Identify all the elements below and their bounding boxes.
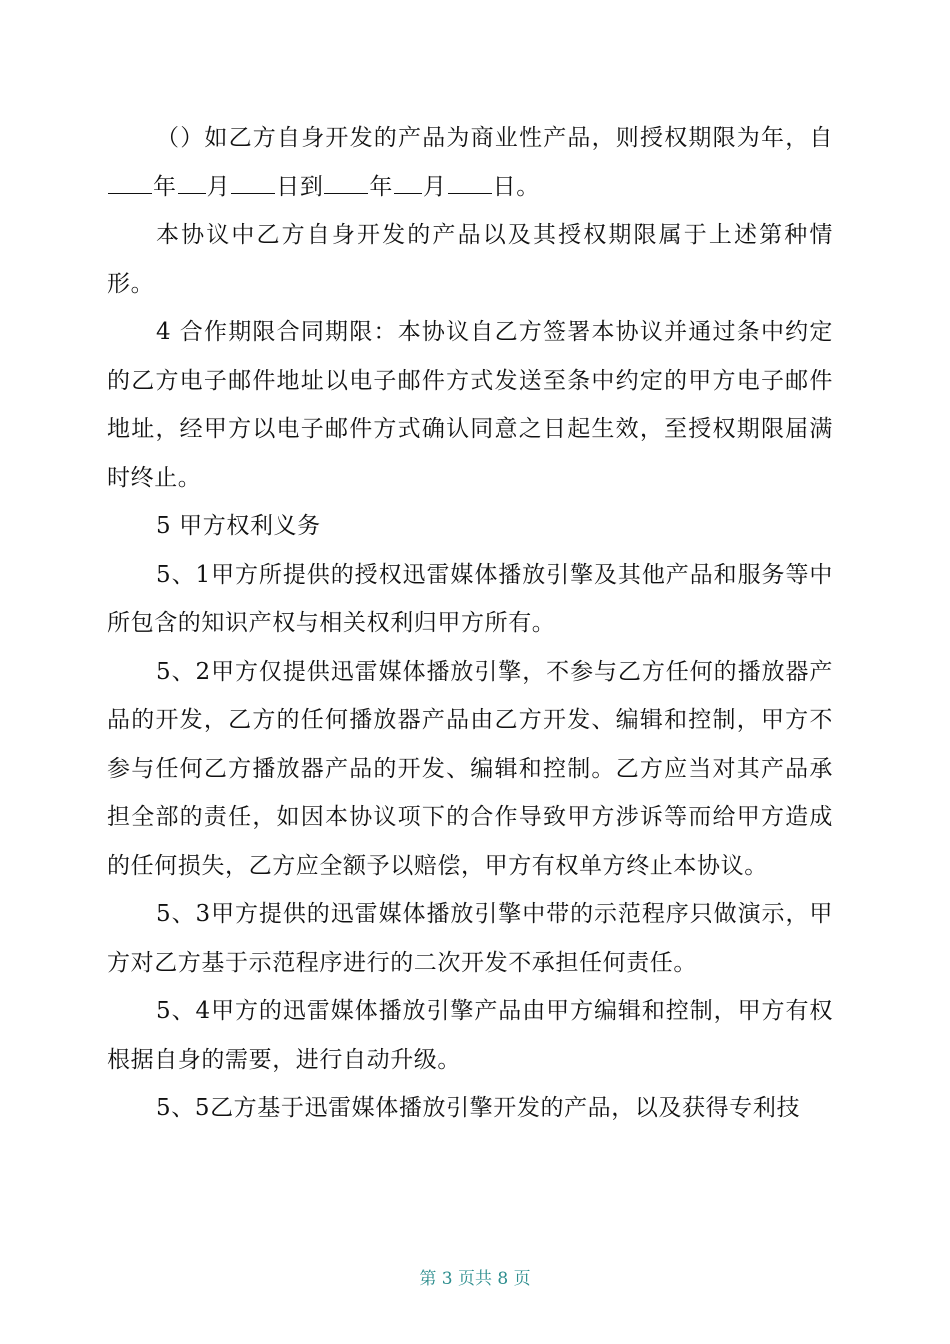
- blank-month-end: [394, 171, 422, 194]
- blank-year-end: [324, 171, 368, 194]
- paragraph-section-5-2: 5、2甲方仅提供迅雷媒体播放引擎，不参与乙方任何的播放器产品的开发，乙方的任何播放器产品由乙方开发、编辑和控制，甲方不参与任何乙方播放器产品的开发、编辑和控制。乙方应当对其产品承担全部的责任，如因本协议项下的合作导致甲方涉诉等而给甲方造成的任何损失，乙方应全额予以赔偿，甲方有权单方终止本协议。: [107, 658, 833, 879]
- date-nian-2: 年: [369, 173, 394, 200]
- paragraph-case: 本协议中乙方自身开发的产品以及其授权期限属于上述第种情形。: [107, 222, 833, 297]
- paragraph-term-a: [107, 114, 833, 211]
- paragraph-term-a-text: （）如乙方自身开发的产品为商业性产品，则授权期限为年，: [156, 125, 810, 151]
- blank-year-start: [108, 171, 152, 194]
- blank-day-start: [231, 171, 275, 194]
- paragraph-section-5-1: 5、1甲方所提供的授权迅雷媒体播放引擎及其他产品和服务等中所包含的知识产权与相关权利归甲方所有。: [107, 561, 833, 636]
- paragraph-section-5-3: 5、3甲方提供的迅雷媒体播放引擎中带的示范程序只做演示，甲方对乙方基于示范程序进行的二次开发不承担任何责任。: [107, 901, 833, 976]
- date-nian-1: 年: [153, 173, 177, 200]
- paragraph-section-4: 4 合作期限合同期限：本协议自乙方签署本协议并通过条中约定的乙方电子邮件地址以电子邮件方式发送至条中约定的甲方电子邮件地址，经甲方以电子邮件方式确认同意之日起生效，至授权期限届满时终止。: [107, 319, 833, 491]
- blank-month-start: [178, 171, 206, 194]
- document-body: [107, 114, 833, 1133]
- date-yue-1: 月: [206, 173, 231, 200]
- page-number-footer: 第 3 页共 8 页: [419, 1269, 531, 1289]
- paragraph-section-5-5: 5、5乙方基于迅雷媒体播放引擎开发的产品，以及获得专利技: [156, 1095, 801, 1121]
- date-ri-end: 日。: [492, 173, 540, 200]
- heading-section-5: 5 甲方权利义务: [156, 513, 321, 539]
- date-zi: 自: [809, 125, 833, 151]
- date-ri-dao: 日到: [276, 173, 324, 200]
- blank-day-end: [448, 171, 492, 194]
- date-yue-2: 月: [423, 173, 447, 200]
- paragraph-section-5-4: 5、4甲方的迅雷媒体播放引擎产品由甲方编辑和控制，甲方有权根据自身的需要，进行自动升级。: [107, 998, 833, 1073]
